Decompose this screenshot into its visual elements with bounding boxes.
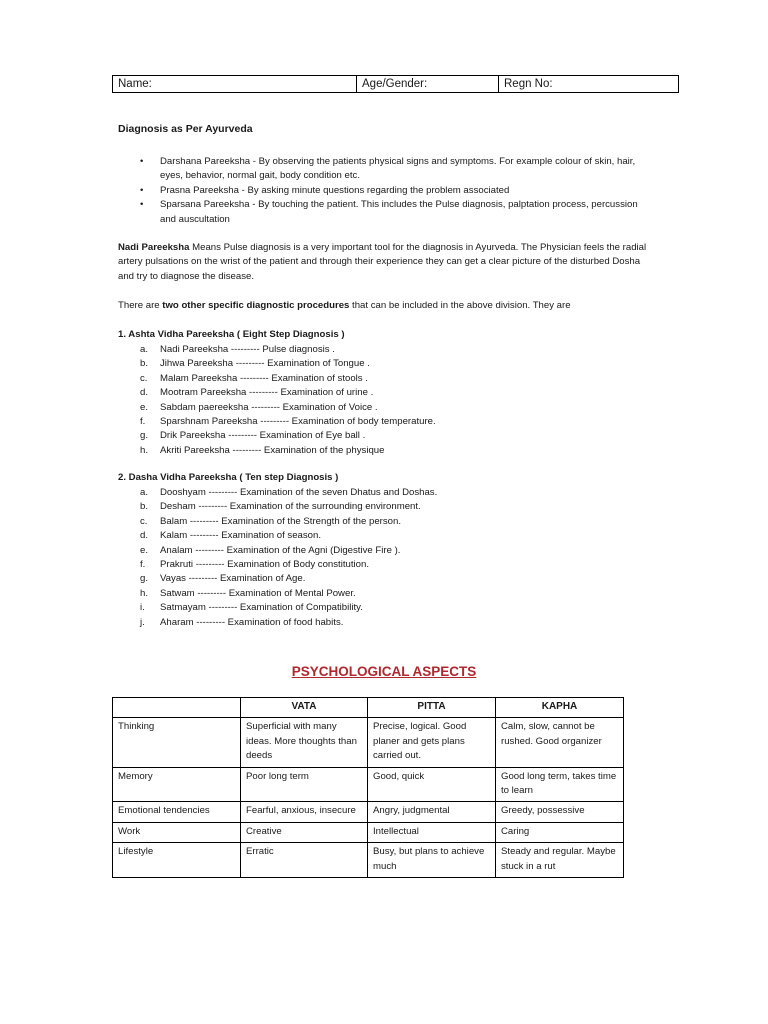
list-marker: j. [140, 616, 145, 628]
table-row [113, 843, 624, 878]
list-item-text: Sabdam paereeksha --------- Examination of Voice . [160, 401, 378, 413]
ashta-vidha-list [140, 343, 436, 458]
table-cell: Greedy, possessive [496, 802, 624, 822]
table-cell: Good, quick [368, 767, 496, 802]
other-bold-text: two other specific diagnostic procedures [162, 300, 350, 311]
list-item-text: Dooshyam --------- Examination of the seven Dhatus and Doshas. [160, 487, 438, 498]
list-item [140, 558, 437, 572]
name-cell: Name: [113, 76, 357, 93]
list-marker: a. [140, 344, 149, 355]
list-marker: e. [140, 544, 149, 556]
column-header: KAPHA [496, 698, 624, 718]
list-item-text: Aharam --------- Examination of food habits. [160, 616, 344, 628]
table-cell: Calm, slow, cannot be rushed. Good organizer [496, 718, 624, 767]
list-marker: b. [140, 358, 149, 370]
list-marker: g. [140, 573, 149, 585]
row-label-cell: Work [113, 822, 241, 842]
list-marker: d. [140, 530, 149, 542]
list-item [140, 544, 437, 558]
list-item [140, 500, 437, 514]
list-item [140, 357, 436, 371]
bullet-sparsana [140, 198, 650, 227]
list-item-text: Satmayam --------- Examination of Compatibility. [160, 602, 363, 614]
section-title: Diagnosis as Per Ayurveda [118, 123, 253, 135]
table-row [113, 718, 624, 767]
list-item-text: Drik Pareeksha --------- Examination of Eye ball . [160, 430, 366, 442]
list-marker: e. [140, 401, 149, 413]
list-item [140, 529, 437, 543]
list-marker: a. [140, 487, 149, 498]
table-row [113, 822, 624, 842]
list-item-text: Satwam --------- Examination of Mental Power. [160, 587, 356, 599]
bullet-text: Prasna Pareeksha - By asking minute questions regarding the problem associated [160, 184, 510, 196]
list-item [140, 401, 436, 415]
regn-no-cell: Regn No: [499, 76, 679, 93]
list-marker: g. [140, 430, 149, 442]
bullet-prasna [140, 184, 650, 198]
row-label-cell: Memory [113, 767, 241, 802]
table-cell: Poor long term [241, 767, 368, 802]
list-item [140, 587, 437, 601]
list-item [140, 444, 436, 458]
table-cell: Caring [496, 822, 624, 842]
list-item [140, 601, 437, 615]
list-item-text: Vayas --------- Examination of Age. [160, 573, 306, 585]
list-item-text: Analam --------- Examination of the Agni (Digestive Fire ). [160, 544, 401, 556]
list-marker: h. [140, 587, 149, 599]
table-cell: Busy, but plans to achieve much [368, 843, 496, 878]
list-marker: h. [140, 444, 149, 456]
list-item [140, 372, 436, 386]
nadi-pareeksha-paragraph [118, 241, 648, 284]
nadi-bold-term: Nadi Pareeksha [118, 242, 190, 253]
list-item-text: Akriti Pareeksha --------- Examination of the physique [160, 444, 385, 456]
diagnosis-bullet-list [140, 155, 650, 227]
list-marker: b. [140, 501, 149, 513]
bullet-marker: • [140, 156, 144, 167]
patient-header-table [112, 75, 679, 93]
column-header [113, 698, 241, 718]
row-label-cell: Thinking [113, 718, 241, 767]
other-procedures-paragraph [118, 299, 648, 313]
table-cell: Fearful, anxious, insecure [241, 802, 368, 822]
list-item-text: Nadi Pareeksha --------- Pulse diagnosis . [160, 344, 335, 355]
dasha-vidha-title: 2. Dasha Vidha Pareeksha ( Ten step Diagnosis ) [118, 472, 339, 483]
list-item [140, 386, 436, 400]
table-cell: Steady and regular. Maybe stuck in a rut [496, 843, 624, 878]
nadi-paragraph-text: Means Pulse diagnosis is a very important tool for the diagnosis in Ayurveda. The Physician feels the radial artery pulsations on the wrist of the patient and through their experience they can get a clear picture of the disturbed Dosha and try to diagnose the disease. [118, 242, 647, 282]
age-gender-cell: Age/Gender: [357, 76, 499, 93]
table-header-row [113, 698, 624, 718]
dasha-vidha-list [140, 486, 437, 630]
psychological-aspects-table [112, 697, 624, 878]
table-row [113, 767, 624, 802]
list-item-text: Balam --------- Examination of the Strength of the person. [160, 515, 402, 527]
other-pre-text: There are [118, 300, 163, 311]
bullet-marker: • [140, 199, 144, 211]
table-cell: Creative [241, 822, 368, 842]
bullet-marker: • [140, 184, 144, 196]
list-marker: f. [140, 559, 146, 571]
row-label-cell: Lifestyle [113, 843, 241, 878]
list-item [140, 486, 437, 500]
table-cell: Good long term, takes time to learn [496, 767, 624, 802]
other-post-text: that can be included in the above division. They are [349, 300, 571, 311]
column-header: VATA [241, 698, 368, 718]
table-cell: Intellectual [368, 822, 496, 842]
psychological-aspects-heading: PSYCHOLOGICAL ASPECTS [291, 664, 477, 679]
list-item-text: Jihwa Pareeksha --------- Examination of Tongue . [160, 358, 370, 370]
list-marker: i. [140, 602, 145, 614]
list-item [140, 572, 437, 586]
table-cell: Angry, judgmental [368, 802, 496, 822]
table-row [113, 802, 624, 822]
bullet-darshana [140, 155, 650, 184]
bullet-text: Sparsana Pareeksha - By touching the patient. This includes the Pulse diagnosis, palptation process, percussion and auscultation [160, 199, 638, 225]
list-marker: c. [140, 372, 148, 384]
list-item-text: Kalam --------- Examination of season. [160, 530, 322, 542]
table-cell: Precise, logical. Good planer and gets plans carried out. [368, 718, 496, 767]
list-item [140, 343, 436, 357]
table-cell: Erratic [241, 843, 368, 878]
list-marker: f. [140, 416, 146, 428]
list-item [140, 429, 436, 443]
list-item-text: Prakruti --------- Examination of Body constitution. [160, 559, 369, 571]
list-item-text: Sparshnam Pareeksha --------- Examination of body temperature. [160, 416, 436, 428]
row-label-cell: Emotional tendencies [113, 802, 241, 822]
ashta-vidha-title: 1. Ashta Vidha Pareeksha ( Eight Step Diagnosis ) [118, 329, 345, 340]
list-item [140, 515, 437, 529]
list-marker: d. [140, 387, 149, 399]
list-item [140, 616, 437, 630]
list-marker: c. [140, 515, 148, 527]
bullet-text: Darshana Pareeksha - By observing the patients physical signs and symptoms. For example colour of skin, hair, eyes, behavior, normal gait, body condition etc. [160, 156, 636, 182]
table-cell: Superficial with many ideas. More thoughts than deeds [241, 718, 368, 767]
list-item-text: Malam Pareeksha --------- Examination of stools . [160, 372, 368, 384]
list-item [140, 415, 436, 429]
list-item-text: Mootram Pareeksha --------- Examination of urine . [160, 387, 374, 399]
list-item-text: Desham --------- Examination of the surrounding environment. [160, 501, 421, 513]
column-header: PITTA [368, 698, 496, 718]
